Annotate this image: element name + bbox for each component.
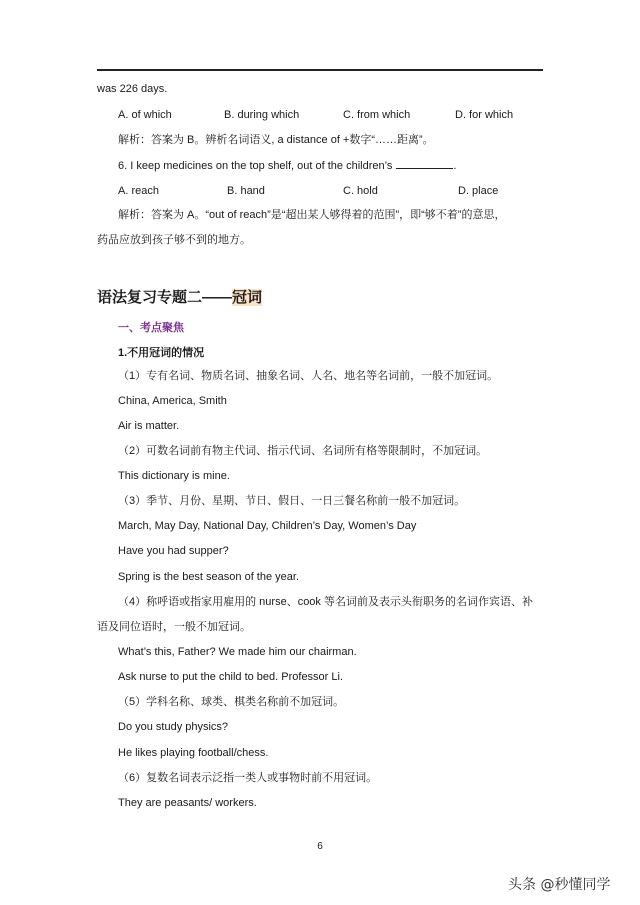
q5-option-c: C. from which [343,109,411,121]
q5-option-b: B. during which [224,109,300,121]
body-line: Air is matter. [118,420,180,432]
q6-option-a: A. reach [118,185,159,197]
body-line: （3）季节、月份、星期、节日、假日、一日三餐名称前一般不加冠词。 [118,495,466,507]
q6-stem-text: 6. I keep medicines on the top shelf, out of the children’s [118,160,393,172]
body-line: Ask nurse to put the child to bed. Professor Li. [118,671,344,683]
body-line: He likes playing football/chess. [118,747,269,759]
answer-blank [396,158,453,169]
body-line: （5）学科名称、球类、棋类名称前不加冠词。 [118,696,345,708]
body-line: March, May Day, National Day, Children’s Day, Women’s Day [118,520,417,532]
body-line: （4）称呼语或指家用雇用的 nurse、cook 等名词前及表示头衔职务的名词作宾语、补 [118,596,533,608]
q6-explanation-line-2: 药品应放到孩子够不到的地方。 [97,234,251,246]
body-line: This dictionary is mine. [118,470,230,482]
body-line: （6）复数名词表示泛指一类人或事物时前不用冠词。 [118,772,378,784]
body-line: （2）可数名词前有物主代词、指示代词、名词所有格等限制时，不加冠词。 [118,445,488,457]
q6-explanation-line-1: 解析：答案为 A。“out of reach”是“超出某人够得着的范围”，即“够不着”的意思， [118,209,506,221]
body-line: Spring is the best season of the year. [118,571,300,583]
q5-tail: was 226 days. [97,83,168,95]
body-line: （1）专有名词、物质名词、抽象名词、人名、地名等名词前，一般不加冠词。 [118,370,499,382]
q6-stem [118,158,456,173]
body-line: Have you had supper? [118,545,229,557]
page-number: 6 [317,841,323,852]
header-rule [97,69,543,71]
q5-explanation: 解析：答案为 B。辨析名词语义, a distance of +数字“……距离”。 [118,134,434,146]
body-line: They are peasants/ workers. [118,797,257,809]
q5-option-a: A. of which [118,109,172,121]
body-line: China, America, Smith [118,395,227,407]
q6-stem-end: . [453,160,457,172]
q5-option-d: D. for which [455,109,514,121]
section-title-prefix: 语法复习专题二—— [97,289,233,306]
q6-option-d: D. place [458,185,499,197]
section-subtitle: 一、考点聚焦 [118,322,184,334]
point-title: 1.不用冠词的情况 [118,347,205,359]
q6-option-b: B. hand [227,185,265,197]
watermark: 头条 @秒懂同学 [508,877,611,893]
body-line: 语及同位语时，一般不加冠词。 [97,621,251,633]
body-line: Do you study physics? [118,721,229,733]
q6-option-c: C. hold [343,185,378,197]
section-title [97,288,262,308]
body-line: What’s this, Father? We made him our chairman. [118,646,357,658]
section-title-highlight: 冠词 [232,289,263,306]
